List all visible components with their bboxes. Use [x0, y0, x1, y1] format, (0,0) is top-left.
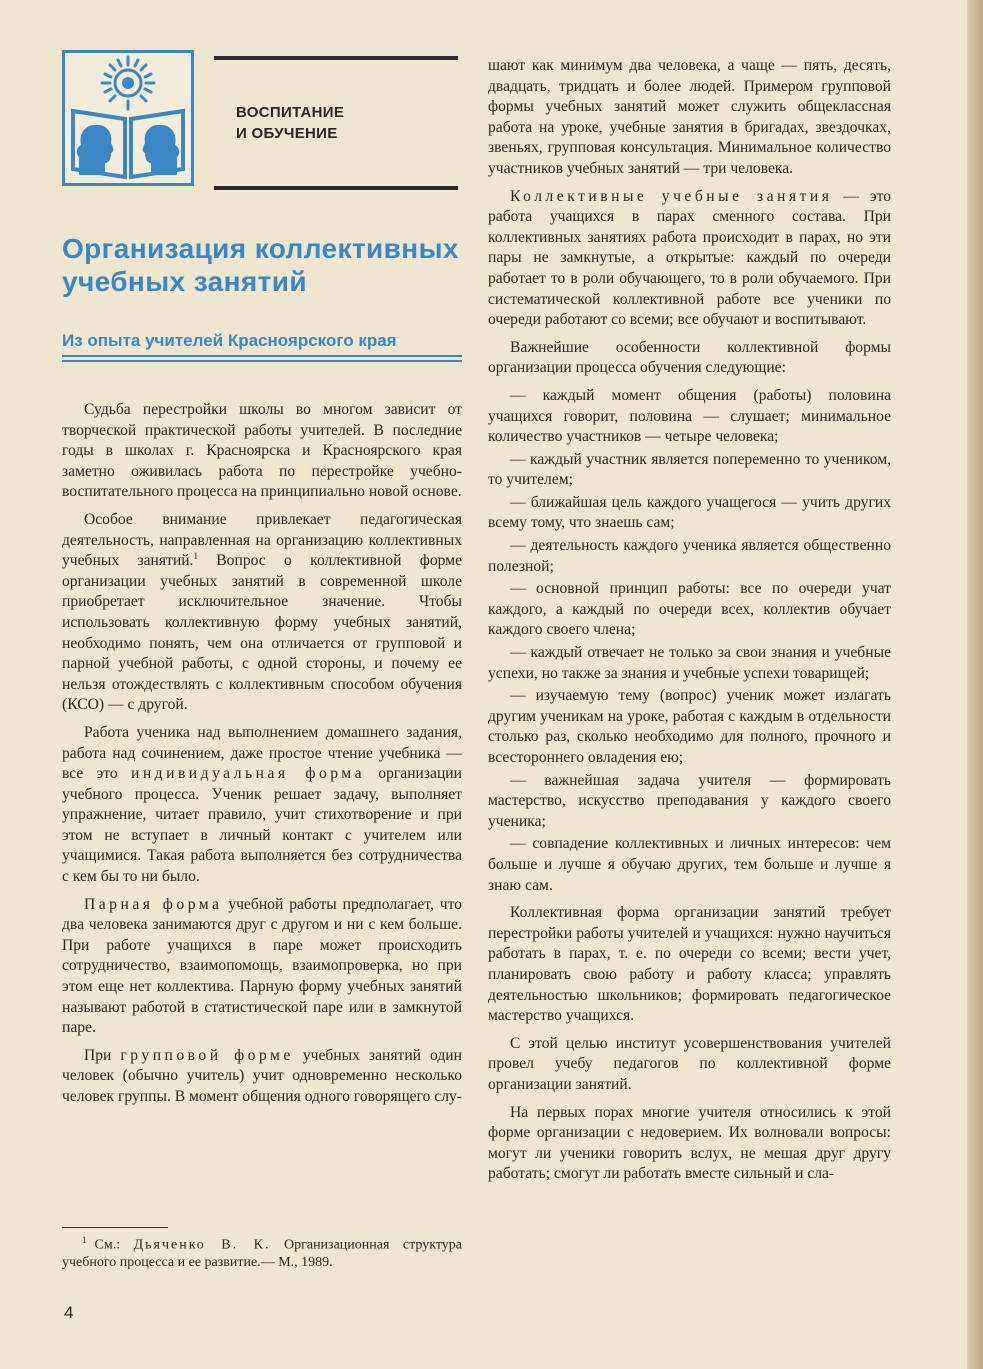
left-column — [62, 400, 462, 1115]
list-item: — каждый отвечает не только за свои знания и учебные успехи, но также за знания и учебные успехи товарищей; — [488, 644, 891, 682]
header-rule-bottom — [214, 186, 458, 190]
list-item: — совпадение коллективных и личных интересов: чем больше и лучше я обучаю других, тем больше и лучше я знаю сам. — [488, 835, 891, 894]
paragraph: Важнейшие особенности коллективной формы организации процесса обучения следующие: — [488, 338, 891, 377]
article-subtitle: Из опыта учителей Красноярского края — [62, 331, 397, 350]
list-item: — каждый момент общения (работы) половина учащихся говорит, половина — слушает; минимальное количество участников — четыре человека; — [488, 386, 891, 446]
spaced-term: Парная форма — [84, 895, 223, 913]
book-sun-icon — [65, 53, 191, 183]
spaced-term: индивидуальная форма — [130, 765, 365, 783]
rubric-line-1: ВОСПИТАНИЕ — [236, 104, 345, 121]
list-item: — каждый участник является попеременно то учеником, то учителем; — [488, 450, 891, 489]
footnote-rule — [62, 1227, 168, 1228]
paragraph: С этой целью институт усовершенствования учителей провел учебу педагогов по коллективной форме организации занятий. — [488, 1034, 891, 1093]
footnote: $^1$ См.: Дьяченко В. К. Организационная структура учебного процесса и ее развитие.— М., 1989. — [62, 1235, 463, 1271]
list-item: — основной принцип работы: все по очереди учат каждого, а каждый по очереди всех, коллектив обучает каждого своего члена; — [488, 580, 891, 639]
rubric-line-2: И ОБУЧЕНИЕ — [236, 125, 338, 142]
spaced-term: Коллективные учебные занятия — [510, 187, 833, 205]
paragraph: Особое внимание привлекает педагогическая деятельность, направленная на организацию коллективных учебных занятий.$^1$ Вопрос о коллективной форме организации учебных занятий в современной школе приобретает исключительное значение. Чтобы использовать коллективную форму учебных занятий, необходимо понять, чем она отличается от групповой и парной учебной работы, с одной стороны, и почему ее нельзя отождествлять с коллективным способом обучения (КСО) — с другой. — [62, 510, 463, 714]
paragraph: Судьба перестройки школы во многом зависит от творческой практической работы учителей. В последние годы в школах г. Красноярска и Красноярского края заметно оживилась работа по перестройке учебно-воспитательного процесса на принципиально новой основе. — [62, 401, 462, 501]
spaced-term: групповой форме — [120, 1046, 294, 1064]
paragraph: Коллективная форма организации занятий требует перестройки работы учителей и учащихся: нужно научиться работать в парах, т. е. по очереди со всеми; вести учет, планировать свою работу и работу класса; управлять деятельностью школьников; формировать педагогическое мастерство учащихся. — [488, 904, 891, 1025]
subtitle-double-rule — [62, 355, 462, 362]
header-rule-top — [214, 56, 458, 60]
list-item: — важнейшая задача учителя — формировать мастерство, искусство преподавания у каждого своего ученика; — [488, 771, 891, 830]
right-column — [488, 56, 891, 1192]
paragraph: Парная форма учебной работы предполагает, что два человека занимаются друг с другом и ни с кем больше. При работе учащихся в паре может происходить сотрудничество, взаимопомощь, взаимопроверка, но при этом еще нет коллектива. Парную форму учебных занятий называют работой в статистической паре или в замкнутой паре. — [62, 895, 462, 1037]
page-number: 4 — [64, 1303, 74, 1322]
paragraph: На первых порах многие учителя относились к этой форме организации с недоверием. Их волновали вопросы: могут ли ученики говорить вслух, не мешая друг другу работать; смогут ли работать вместе сильный и сла- — [488, 1103, 891, 1183]
list-item: — деятельность каждого ученика является общественно полезной; — [488, 537, 891, 575]
section-rubric — [236, 102, 436, 144]
paragraph: Коллективные учебные занятия — это работа учащихся в парах сменного состава. При коллективных занятиях работа происходит в парах, но эти пары не замкнутые, а открытые: каждый по очереди работает то в роли обучающего, то в роли обучаемого. При систематической коллективной работе все ученики по очереди работают со всеми; все обучают и воспитывают. — [488, 187, 891, 329]
list-item: — ближайшая цель каждого учащегося — учить других всему тому, что знаешь сам; — [488, 493, 891, 532]
section-logo — [62, 50, 194, 186]
article-title: Организация коллективных учебных занятий — [62, 233, 459, 297]
list-item: — изучаемую тему (вопрос) ученик может излагать другим ученикам на уроке, работая с каждым в отдельности столько раз, сколько необходимо для полного, прочного и всестороннего овладения ею; — [488, 687, 891, 766]
paragraph: шают как минимум два человека, а чаще — пять, десять, двадцать, тридцать и более людей. Примером групповой формы учебных занятий может служить общеклассная работа на уроке, учебные занятия в бригадах, звездочках, звеньях, групповая консультация. Минимальное количество участников учебных занятий — три человека. — [488, 57, 891, 177]
footnote-ref: 1 — [193, 550, 198, 561]
paragraph: Работа ученика над выполнением домашнего задания, работа над сочинением, даже простое чтение учебника — все это индивидуальная форма организации учебного процесса. Ученик решает задачу, выполняет упражнение, читает правило, учит стихотворение и при этом не вступает в личный контакт с учителем или учащимися. Такая работа выполняется без сотрудничества с кем бы то ни было. — [62, 723, 462, 886]
page-edge-shadow — [967, 0, 983, 1369]
paragraph: При групповой форме учебных занятий один человек (обычно учитель) учит одновременно несколько человек группы. В момент общения одного говорящего слу- — [62, 1046, 462, 1105]
